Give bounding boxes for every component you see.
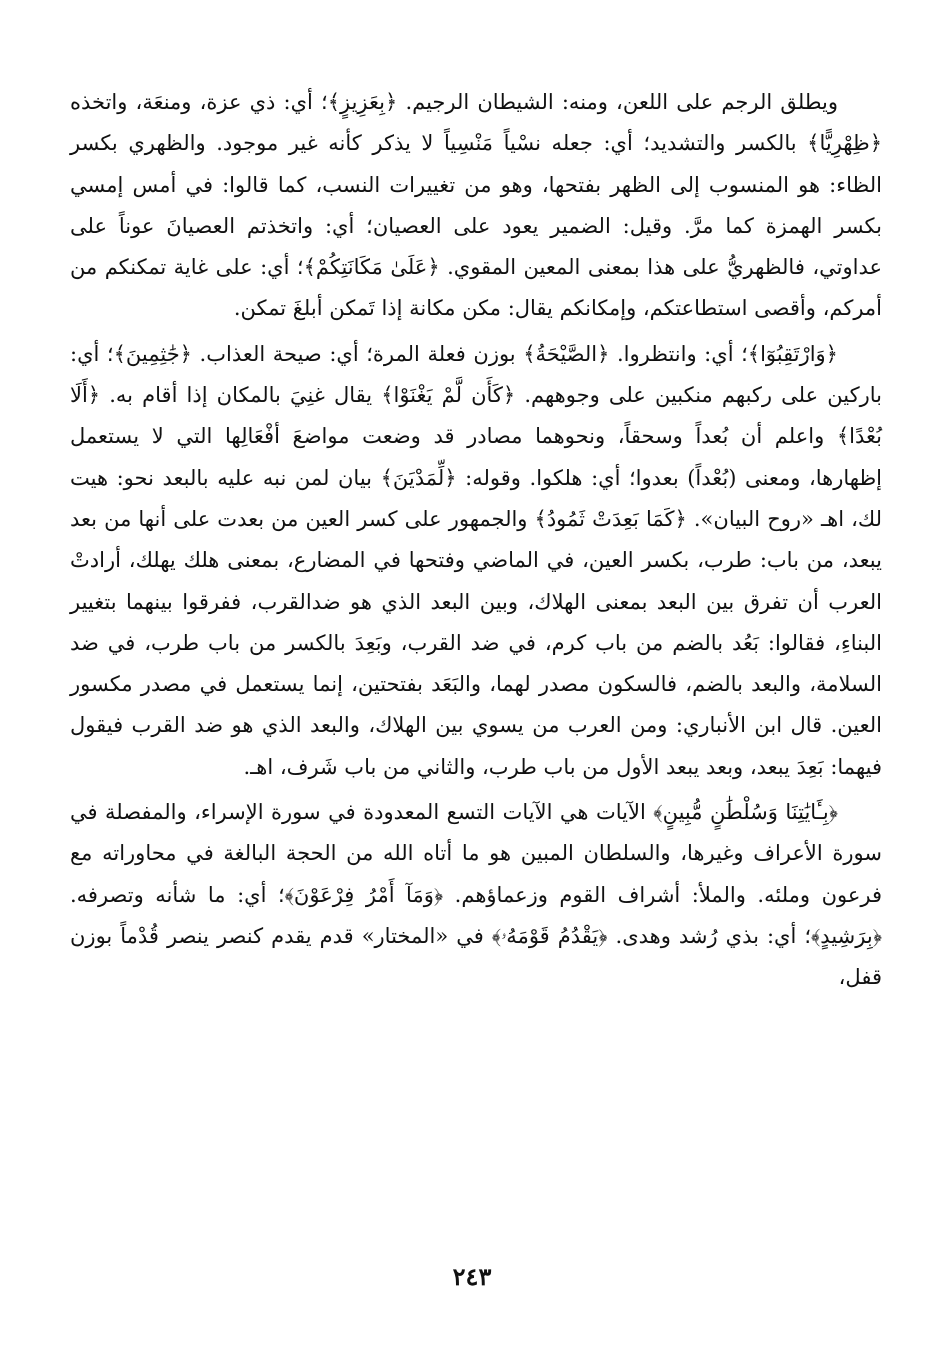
body-text <box>70 82 882 999</box>
paragraph-2: ﴿وَارْتَقِبُوٓا﴾؛ أي: وانتظروا. ﴿الصَّيْحَةُ﴾ بوزن فعلة المرة؛ أي: صيحة العذاب. ﴿جَٰثِمِينَ﴾؛ أي: باركين على ركبهم منكبين على وجوههم. ﴿كَأَن لَّمْ يَغْنَوْا﴾ يقال غنِيَ بالمكان إذا أقام به. ﴿أَلَا بُعْدًا﴾ واعلم أن بُعداً وسحقاً، ونحوهما مصادر قد وضعت مواضعَ أفْعَالِها التي لا يستعمل إظهارها، ومعنى (بُعْداً) بعدوا؛ أي: هلكوا. وقوله: ﴿لِّمَدْيَنَ﴾ بيان لمن نبه عليه بالبعد نحو: هيت لك، اهـ «روح البيان». ﴿كَمَا بَعِدَتْ ثَمُودُ﴾ والجمهور على كسر العين من بعدت على أنها من بعد يبعد، من باب: طرب، بكسر العين، في الماضي وفتحها في المضارع، بمعنى هلك يهلك، أرادتْ العرب أن تفرق بين البعد بمعنى الهلاك، وبين البعد الذي هو ضدالقرب، ففرقوا بينهما بتغيير البناءِ، فقالوا: بَعُد بالضم من باب كرم، في ضد القرب، وبَعِدَ بالكسر من باب طرب، في ضد السلامة، والبعد بالضم، فالسكون مصدر لهما، والبَعَد بفتحتين، إنما يستعمل في مصدر مكسور العين. قال ابن الأنباري: ومن العرب من يسوي بين الهلاك، والبعد الذي هو ضد القرب فيقول فيهما: بَعِدَ يبعد، وبعد يبعد الأول من باب طرب، والثاني من باب شَرف، اهـ. <box>70 341 882 779</box>
page-number: ٢٤٣ <box>452 1262 492 1291</box>
paragraph-1: ويطلق الرجم على اللعن، ومنه: الشيطان الرجيم. ﴿بِعَزِيزٍ﴾؛ أي: ذي عزة، ومنعَة، واتخذه ﴿ظِهْرِيًّا﴾ بالكسر والتشديد؛ أي: جعله نسْياً مَنْسِياً لا يذكر كأنه غير موجود. والظهري بكسر الظاء: هو المنسوب إلى الظهر بفتحها، وهو من تغييرات النسب، كما قالوا: في أمس إمسي بكسر الهمزة كما مرَّ. وقيل: الضمير يعود على العصيان؛ أي: واتخذتم العصيانَ عوناً على عداوتي، فالظهريُّ على هذا بمعنى المعين المقوي. ﴿عَلَىٰ مَكَانَتِكُمْ﴾؛ أي: على غاية تمكنكم من أمركم، وأقصى استطاعتكم، وإمكانكم يقال: مكن مكانة إذا تَمكن أبلغَ تمكن. <box>70 90 882 321</box>
paragraph-3: ﴿بِـَٔايَٰتِنَا وَسُلْطَٰنٍ مُّبِينٍ﴾ الآيات هي الآيات التسع المعدودة في سورة الإسراء، والمفصلة في سورة الأعراف وغيرها، والسلطان المبين هو ما أتاه الله من الحجة البالغة في محاوراته مع فرعون وملئه. والملأ: أشراف القوم وزعماؤهم. ﴿وَمَآ أَمْرُ فِرْعَوْنَ﴾؛ أي: ما شأنه وتصرفه. ﴿بِرَشِيدٍ﴾؛ أي: بذي رُشد وهدى. ﴿يَقْدُمُ قَوْمَهُۥ﴾ في «المختار» قدم يقدم كنصر ينصر قُدْماً بوزن قفل، <box>70 800 882 990</box>
